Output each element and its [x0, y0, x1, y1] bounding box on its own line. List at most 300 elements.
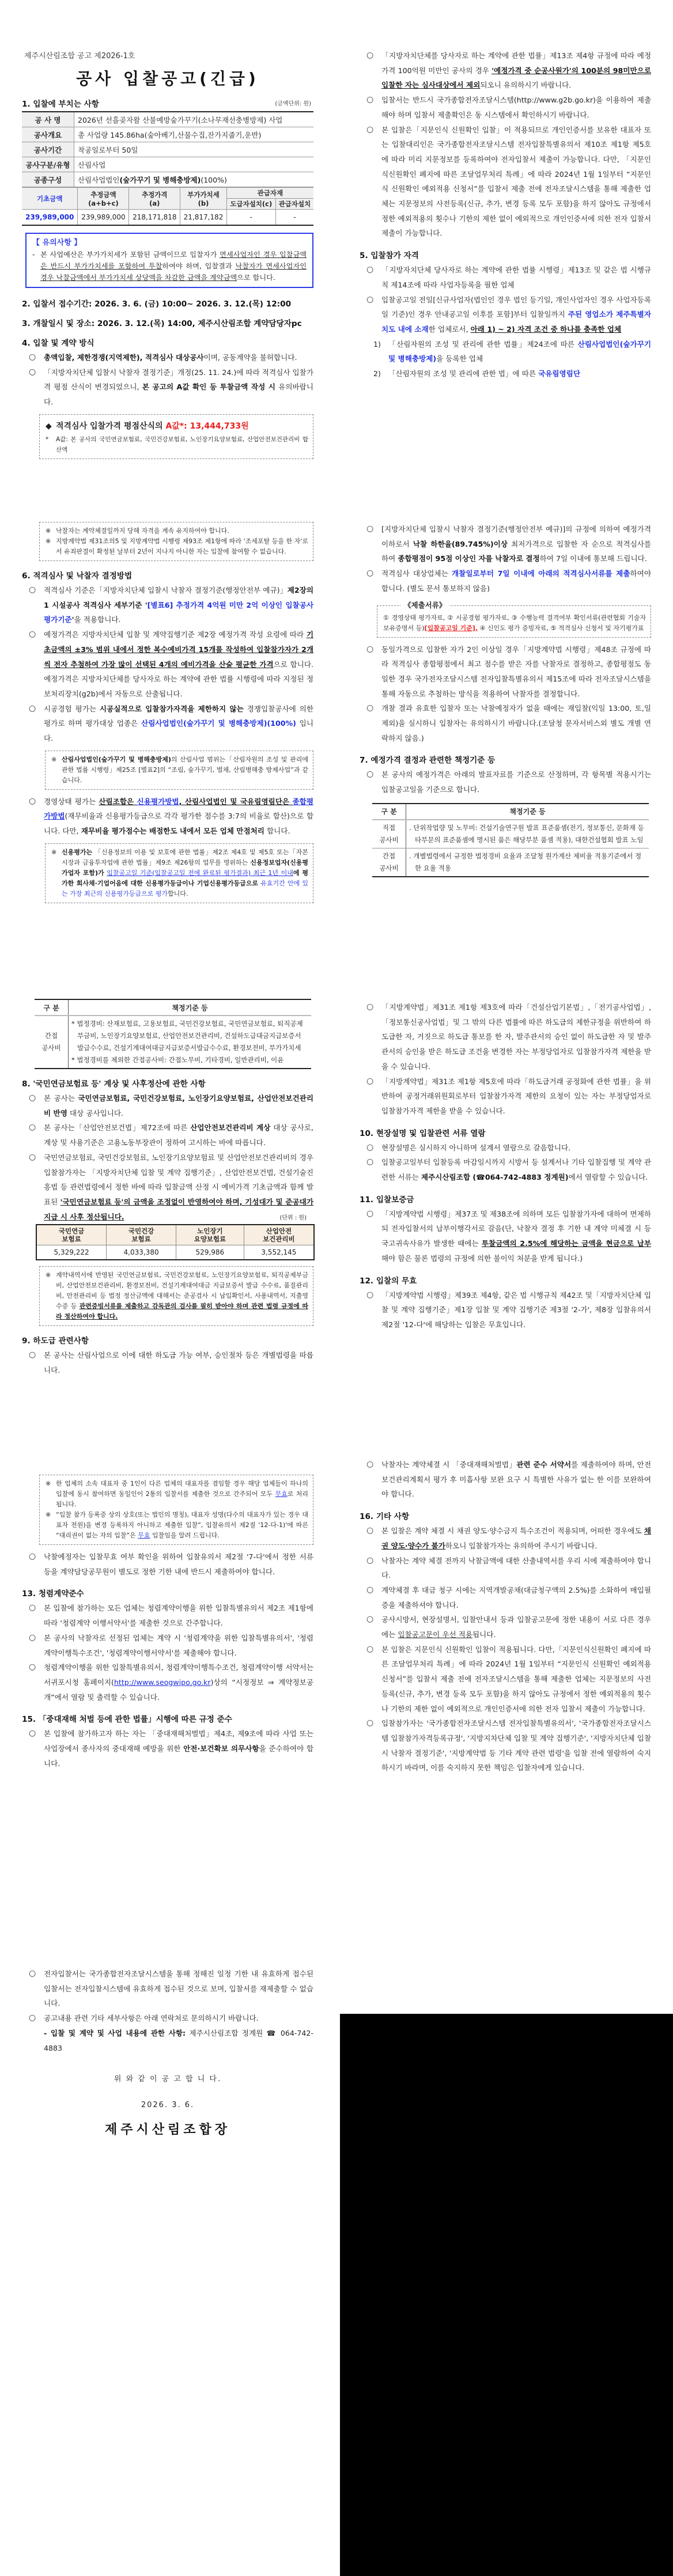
note-line — [46, 1270, 308, 1322]
column-header — [107, 1225, 176, 1245]
circle-bullet-icon: ○ — [29, 630, 36, 639]
section-heading-text: 6. 적격심사 및 낙찰자 결정방법 — [22, 571, 133, 581]
row-label-line: 간접 — [382, 851, 396, 860]
text-run: [지방자치단체 입찰시 낙찰자 결정기준(행정안전부 예규)]의 규정에 의하여 예정가격이하로서 — [381, 525, 651, 548]
text-run: 제2장의1 시설공사 적격심사 세부기준 ' — [44, 586, 313, 609]
header-text: 도급자설치(c) — [230, 200, 273, 208]
row-label-line: 공사비 — [41, 1044, 61, 1052]
text-run: (100%) — [201, 175, 227, 184]
page-5-left-column — [22, 1967, 313, 2138]
table-row — [372, 848, 649, 877]
text-run: 로 처리됩니다. — [56, 1490, 309, 1508]
bullet-item — [29, 1967, 313, 2011]
text-run: ① 경영상태 평가자료, ② 시공경험 평가자료, ③ 수행능력 결격여부 확인서류(관련협회 기술자 보유증명서 등) — [383, 613, 646, 632]
note-box — [39, 1266, 313, 1326]
bullet-item — [29, 365, 313, 410]
circle-bullet-icon: ○ — [366, 569, 374, 578]
column-header — [275, 199, 313, 210]
text-run: 국민연금보험료, 국민건강보험료, 노인장기요양보험료, 산업안전보건관리비 반영 — [44, 1094, 313, 1117]
text-run: 한 업체로서, — [428, 324, 471, 334]
header-line: 국민건강 — [128, 1227, 154, 1236]
text-run: 아래 1) ~ 2) 자격 조건 중 하나를 충족한 업체 — [470, 324, 622, 334]
bullet-item — [366, 1612, 651, 1642]
section-heading — [22, 1077, 313, 1089]
circle-bullet-icon: ○ — [29, 703, 36, 713]
insurance-value: 529,986 — [176, 1245, 244, 1260]
row-label-line: 공사비 — [379, 863, 399, 872]
table-row — [22, 127, 313, 142]
bullet-item — [366, 48, 651, 93]
text-run: 무효 — [138, 1532, 150, 1539]
column-header — [78, 188, 129, 210]
bullet-item — [29, 702, 313, 746]
pricing-standard-table — [372, 803, 649, 877]
section-heading — [360, 1127, 651, 1138]
text-run: 됩니다. — [472, 1630, 496, 1639]
circle-bullet-icon: ○ — [366, 1615, 374, 1624]
note-box — [45, 843, 313, 903]
table-row — [22, 172, 313, 187]
text-run: '국민연금보험료 등'의 금액을 조정없이 반영하여야 하며, 기성대가 및 준공대가 지급 시 사후 정산됩니다. — [44, 1197, 313, 1221]
text-run: 하여야 하며, 입찰결과 — [162, 262, 236, 270]
text-run: 산림사업법인(숲가꾸기 및 병해충방제)(100%) — [141, 719, 296, 728]
text-run: 대상 공사로, 계상 및 사용기준은 고용노동부장관이 정하여 고시하는 바에 따릅니다. — [44, 1123, 313, 1147]
circle-bullet-icon: ○ — [366, 1209, 374, 1218]
price-value: 21,817,182 — [180, 210, 227, 226]
row-value — [74, 142, 314, 157]
text-run: 산림사업법인 — [78, 175, 120, 184]
row-value — [74, 172, 314, 187]
page-4-left-column — [22, 1475, 313, 1771]
note-box — [39, 1475, 313, 1545]
pricing-standard-table — [35, 999, 311, 1069]
circle-bullet-icon: ○ — [366, 294, 374, 304]
text-run: 입찰공고일 기준(입찰공고일 전에 완료된 평가결과) 최근 1년 이내 — [107, 869, 293, 877]
text-run: 전자입찰서는 국가종합전자조달시스템을 통해 정해진 일정 기한 내 유효하게 접수된 입찰서는 전자입찰시스템에 유효하게 접수된 것으로 보며, 입찰서를 재제출할 수 없습니다. — [44, 1969, 313, 2008]
column-header — [180, 188, 227, 210]
text-run: 본 입찰에 참가하는 모든 업체는 청렴계약이행을 위한 입찰특별유의서 제2조 제1항에 따라 '청렴계약 이행서약서'를 제출한 것으로 간주합니다. — [44, 1604, 313, 1628]
text-run: 입찰참가자는 '국가종합전자조달시스템 전자입찰특별유의서', '국가종합전자조달시스템 입찰참가자격등록규정', '지방지차단체 입찰 및 계약 집행기준', '지방자치단체 입찰시 낙찰자 결정기준', '지방계약법 등 기타 계약 관련 법령'을 입찰 전에 열람하여 숙지하시기 바라며, 이를 숙지하지 못한 책임은 입찰자에게 있습니다. — [381, 1719, 651, 1772]
header-row — [372, 804, 649, 820]
text-run: 면세사업자인 경우 입찰금액은 반드시 부가가치세를 포함하여 투찰 — [40, 251, 307, 270]
text-run: 제주시산림조합 (☎064-742-4883 정계원) — [421, 1173, 569, 1182]
row-label-line: 간접 — [44, 1032, 58, 1040]
section-heading-text: 15. 「중대재해 처벌 등에 관한 법률」시행에 따른 규정 준수 — [22, 1715, 232, 1725]
header-text: 추정가격 — [142, 190, 168, 199]
text-run: 예정가격은 지방자치단체 입찰 및 계약집행기준 제2장 예정가격 작성 요령에 따라 — [44, 630, 307, 639]
header-line: 보험료 — [131, 1235, 151, 1244]
bullet-item — [29, 627, 313, 702]
text-run: 개찰일로부터 7일 이내에 아래의 적격심사서류를 제출 — [451, 569, 630, 578]
text-run: 으로 합니다. 예정가격은 지방자치단체를 당사자로 하는 계약에 관한 법률 시행령에 따라 지정된 정보처리장치(g2b)에서 자동으로 산출됩니다. — [44, 660, 313, 698]
header-line: 노인장기 — [197, 1227, 223, 1236]
note-line — [46, 418, 308, 434]
circle-bullet-icon: ○ — [366, 1002, 374, 1012]
text-run: 관련 준수 서약서 — [516, 1460, 572, 1469]
text-run: 착공일로부터 50일 — [78, 145, 138, 154]
text-run: 입니다. — [44, 719, 313, 743]
text-run: 낙찰예정자는 입찰무효 여부 확인을 위하여 입찰유의서 제2절 '7-다'에서 정한 서류 등을 계약담당공무원이 별도로 정한 기한 내에 반드시 제출하여야 합니다. — [44, 1552, 313, 1576]
circle-bullet-icon: ○ — [366, 770, 374, 779]
text-run: A값: 본 공사의 국민연금보험료, 국민건강보험료, 노인장기요양보험료, 산업안전보건관리비 합산액 — [56, 435, 308, 453]
section-heading — [22, 1334, 313, 1346]
text-run: 적격심사 대상업체는 — [381, 569, 452, 578]
text-run: , 산림사업법인 및 국유림영림단은 — [179, 797, 293, 806]
text-run: 신용평가는 — [62, 848, 93, 856]
bullet-item — [366, 123, 651, 241]
section-heading-text: 9. 하도급 관련사항 — [22, 1336, 89, 1346]
text-run: 투찰금액의 2.5%에 해당하는 금액을 현금으로 납부 — [481, 1239, 651, 1248]
insurance-table — [36, 1224, 315, 1260]
note-box-title: 《제출서류》 — [400, 600, 449, 611]
text-run: 종합평점이 95점 이상인 자를 낙찰자로 결정 — [398, 554, 540, 563]
text-run: 본 공사는 산림사업으로 이에 대한 하도급 가능 여부, 승인절차 등은 개별법령을 따릅니다. — [44, 1351, 313, 1375]
page-1-left-column — [22, 50, 313, 464]
header-sub: (b) — [198, 199, 209, 207]
header-row — [22, 188, 313, 199]
bullet-item — [29, 1091, 313, 1120]
bullet-item — [29, 1631, 313, 1660]
text-run: 신용평가방법 — [137, 797, 179, 806]
bullet-item — [29, 2011, 313, 2026]
text-run: 총액입찰, 제한경쟁(지역제한), 적격심사 대상공사 — [44, 353, 204, 362]
text-run: 낙찰자는 계약체결일까지 당해 자격을 계속 유지하여야 합니다. — [56, 527, 229, 535]
text-run: 총 사업량 145.86ha(숲아베기,산물수집,잔가지줍기,운반) — [78, 130, 262, 139]
section-heading — [360, 1274, 651, 1286]
column-header — [36, 1225, 107, 1245]
page-title: 공사 입찰공고(긴급) — [76, 69, 259, 88]
bullet-item — [366, 767, 651, 797]
row-value — [74, 157, 314, 172]
column-header — [244, 1225, 314, 1245]
text-run: 「지방자치단체 당사자로 하는 계약에 관한 법률 시행령」제13조 및 같은 법 시행규칙 제14조에 따라 사업자등록을 필한 업체 — [381, 266, 651, 289]
section-heading-text: 16. 기타 사항 — [360, 1512, 410, 1522]
section-heading — [22, 569, 313, 581]
section-heading-text: 10. 현장설명 및 입찰관련 서류 열람 — [360, 1128, 486, 1138]
row-label: 공사기간 — [22, 142, 74, 157]
bullet-item — [29, 1660, 313, 1704]
table-row — [22, 112, 313, 127]
text-run: 입찰임을 알려 드립니다. — [150, 1532, 220, 1539]
text-run: 시공경험 평가는 — [44, 704, 100, 713]
row-label: 공종구성 — [22, 172, 74, 187]
column-header: 구 분 — [35, 999, 69, 1016]
column-header: 구 분 — [372, 804, 406, 820]
circle-bullet-icon: ○ — [366, 524, 374, 533]
text-run: 본 공사는「산업안전보건법」제72조에 따른 — [44, 1123, 191, 1132]
text-run: 적격심사 기준은「지방자치단체 입찰시 낙찰자 결정기준(행정안전부 예규)」 — [44, 586, 288, 594]
column-header — [176, 1225, 244, 1245]
section-heading-text: 7. 예정가격 결정과 관련한 책정기준 등 — [360, 756, 496, 766]
text-run: 을 준수하여야 합니다. — [44, 1744, 313, 1768]
price-table — [22, 187, 313, 226]
notice-number: 제주시산림조합 공고 제2026-1호 — [24, 52, 135, 60]
row-label: 공사구분/유형 — [22, 157, 74, 172]
bullet-item — [366, 93, 651, 122]
section-heading-text: 1. 입찰에 부치는 사항 — [22, 100, 99, 109]
text-run: 유효기간 안에 있는 가장 최근의 신용평가등급으로 평가 — [62, 879, 309, 897]
column-header — [226, 188, 313, 199]
note-box — [45, 751, 313, 790]
text-run: 주된 영업소가 제주특별자치도 내에 소재 — [381, 310, 651, 334]
text-run: 최저가격으로 입찰한 자 순으로 적격심사를 하여 — [381, 539, 651, 563]
row-label — [35, 1016, 69, 1069]
text-run: 산림조합은 — [99, 797, 137, 806]
section-heading — [360, 249, 651, 260]
text-run: 으로 합니다. — [237, 274, 275, 282]
table-row — [372, 820, 649, 848]
note-line — [51, 847, 308, 899]
text-run: 채권 양도·양수가 불가 — [381, 1526, 651, 1550]
text-run: 산업안전보건관리비 계상 — [190, 1123, 271, 1132]
page-2-right-column — [360, 522, 651, 883]
note-line — [51, 755, 308, 786]
text-run: 의 산림사업 범위는「산림자원의 조성 및 관리에 관한 법률 시행령」제25조 [별표2]의 “조림, 숲가꾸기, 벌채, 산림병해충 방제사업”과 같습니다. — [62, 755, 308, 784]
price-value: - — [275, 210, 313, 226]
bullet-item — [366, 1524, 651, 1553]
text-run: 본 입찰에 참가하고자 하는 자는 「중대재해처벌법」제4조, 제9조에 따라 사업 또는 사업장에서 종사자의 중대재해 예방을 위한 — [44, 1729, 313, 1753]
circle-bullet-icon: ○ — [366, 95, 374, 105]
text-run: 재무비율 평가점수는 배점한도 내에서 모든 업체 만점처리 — [81, 827, 264, 836]
text-run: 본 입찰은 지문인식 신원확인 입찰이 적용됩니다. 다만,「지문인식신원확인 폐지에 따른 조달업무처리 특례」에 따라 2024년 1월 1일부터 “지문인식 신원확인 예외적용 신청서”를 입찰서 제출 전에 전자조달시스템을 통해 제출한 업체는 지문정보의 사전등록(신규, 추가, 변경 등록 모두 포함)을 하지 않아도 규정에서 정한 예외적용의 횟수나 기한의 제한 없이 예외적으로 개인인증서에 의한 전자 입찰서 제출이 가능합니다. — [381, 1645, 651, 1713]
text-run: 「산림자원의 조성 및 관리에 관한 법률」제24조에 따른 — [388, 339, 578, 348]
text-run: 입찰공고문이 우선 적용 — [398, 1630, 473, 1639]
row-content-line: . 단위작업량 및 노무비: 건설기술연구원 발표 표준품셈(전기, 정보통신, 문화재 등 타부문의 표준품셈에 명시된 품은 해당부분 품셈 적용), 대한건설협회 발표 노임 — [409, 823, 644, 844]
page-2-left-column — [22, 522, 313, 908]
text-run: 「지방자치단체 입찰시 낙찰자 결정기준」개정(25. 11. 24.)에 따라 적격심사 입찰가격 평점 산식이 변경되었으니, — [44, 368, 313, 392]
section-heading — [22, 97, 313, 109]
circle-bullet-icon: ○ — [366, 51, 374, 60]
circle-bullet-icon: ○ — [29, 1093, 36, 1103]
note-mark-icon: ※ — [46, 1480, 51, 1487]
bullet-item — [29, 1550, 313, 1579]
row-content-line: * 법정경비를 제외한 간접공사비: 간접노무비, 기타경비, 일반관리비, 이윤 — [71, 1056, 284, 1064]
price-value: 239,989,000 — [78, 210, 129, 226]
row-label: 공 사 명 — [22, 112, 74, 127]
circle-bullet-icon: ○ — [366, 1076, 374, 1086]
bullet-item — [29, 583, 313, 627]
bullet-item — [29, 1726, 313, 1771]
bullet-item — [29, 1120, 313, 1150]
section-heading — [22, 297, 313, 309]
circle-bullet-icon: ○ — [366, 1290, 374, 1300]
section-heading-text: 5. 입찰참가 자격 — [360, 251, 419, 261]
note-line — [46, 536, 308, 557]
text-run: (숲가꾸기 및 병해충방제) — [119, 175, 201, 184]
header-row — [35, 999, 311, 1016]
text-run: 동일가격으로 입찰한 자가 2인 이상일 경우「지방계약법 시행령」제48조 규정에 따라 적격심사 종합평점에서 최고 점수를 받은 자를 낙찰자로 결정하고, 종합평점도 동일한 경우 국가전자조달시스템 전자입찰특별유의서 제15조에 따라 전자조달시스템을 통해 자동으로 추첨하는 방식을 적용하여 낙찰자를 결정합니다. — [381, 645, 651, 698]
circle-bullet-icon: ○ — [29, 1350, 36, 1360]
circle-bullet-icon: ○ — [29, 1552, 36, 1561]
text-run: 「지방계약법 시행령」제37조 및 제38조에 의하며 모든 입찰참가자에 대하여 면제하되 전자입찰서의 납부이행각서로 갈음(단, 낙찰자 결정 후 기한 내 계약 미체결 시 등 국고귀속사유가 발생한 때에는 — [381, 1209, 651, 1248]
text-run: 안전·보건확보 의무사항 — [183, 1744, 259, 1753]
price-value: - — [226, 210, 275, 226]
text-run: 본 공사는 — [44, 1094, 78, 1103]
text-run: 본 공사의 낙찰자로 선정된 업체는 계약 시 '청렴계약을 위한 입찰특별유의서', '청렴계약이행특수조건', '청렴계약이행서약서'를 제출해야 합니다. — [44, 1633, 313, 1657]
text-run: 산림사업 — [78, 160, 106, 169]
text-run: 낙찰자는 계약 체결 전까지 낙찰금액에 대한 산출내역서를 우리 시에 제출하여야 합니다. — [381, 1556, 651, 1580]
text-run: 를 제출하여야 하며, 안전보건관리계획서 평가 후 미흡사항 보완 요구 시 특별한 사유가 없는 한 이를 보완하여야 합니다. — [381, 1460, 651, 1499]
section-heading-text: 8. '국민연금보험료 등' 계상 및 사후정산에 관한 사항 — [22, 1079, 206, 1089]
circle-bullet-icon: ○ — [29, 367, 36, 377]
text-run: 기초금액의 ±3% 범위 내에서 정한 복수예비가격 15개를 작성하여 입찰참가자가 2개씩 전자 추첨하여 가장 많이 선택된 4개의 예비가격을 산술 평균한 가격 — [44, 630, 313, 669]
bullet-item — [366, 1000, 651, 1074]
link[interactable]: http://www.seogwipo.go.kr — [114, 1677, 211, 1687]
header-text: 추정금액 — [90, 190, 116, 199]
text-run: 되오니 유의하시기 바랍니다. — [480, 81, 572, 90]
circle-bullet-icon: ○ — [29, 796, 36, 806]
circle-bullet-icon: ○ — [366, 265, 374, 275]
unit-label: (금액단위: 원) — [275, 101, 311, 107]
text-run: 하여야 합니다. (별도 문서 통보하지 않음) — [381, 569, 652, 593]
text-run: 청렴계약이행을 위한 입찰특별유의서, 청렴계약이행특수조건, 청렴계약이행 서약서는 서귀포시청 홈페이지( — [44, 1663, 313, 1687]
text-run: 하여 7일 이내에 통보해 드립니다. — [539, 554, 647, 563]
bullet-item — [366, 1554, 651, 1583]
section-heading — [360, 1510, 651, 1521]
text-run: 본 공사의 예정가격은 아래의 발표자료를 기준으로 산정하며, 각 항목별 적용시기는 입찰공고일을 기준으로 합니다. — [381, 770, 651, 794]
circle-bullet-icon: ○ — [29, 1729, 36, 1738]
section-heading — [360, 753, 651, 765]
bullet-item — [366, 1141, 651, 1156]
bullet-item — [29, 1150, 313, 1225]
bullet-item — [366, 642, 651, 702]
bullet-item — [29, 1348, 313, 1377]
signer-name: 제주시산림조합장 — [104, 2123, 231, 2138]
text-run: 해야 함은 물론 법령의 규정에 의한 불이익 처분을 받게 됩니다.) — [381, 1253, 583, 1263]
circle-bullet-icon: ○ — [29, 1632, 36, 1642]
circle-bullet-icon: ○ — [366, 1555, 374, 1565]
note-mark-icon: ※ — [46, 537, 51, 545]
circle-bullet-icon: ○ — [366, 1718, 374, 1728]
text-run: 관련증빙서류를 제출하고 감독관의 검사를 필히 받아야 하며 관련 법령 규정에 따라 정산하여야 합니다. — [56, 1302, 309, 1321]
note-line — [46, 1479, 308, 1510]
insurance-value: 5,329,222 — [36, 1245, 107, 1260]
text-run: )상의 “시정정보 ⇒ 계약정보공개”에서 열람 및 출력할 수 있습니다. — [44, 1677, 313, 1702]
project-info-table — [22, 111, 313, 187]
bullet-item — [366, 263, 651, 292]
text-run: [입찰공고일 기준], — [424, 624, 478, 632]
text-run: 계약체결 후 대금 청구 시에는 지역개발공채(대금청구액의 2.5%)를 소화하여 매입필증을 제출하셔야 합니다. — [381, 1585, 651, 1609]
column-header: 책정기준 등 — [69, 999, 312, 1016]
row-content — [406, 820, 649, 848]
sub-item-label: 1) — [373, 339, 381, 348]
section-heading — [22, 1587, 313, 1598]
section-heading-text: 3. 개찰일시 및 장소: 2026. 3. 12.(목) 14:00, 제주시산림조합 계약담당자pc — [22, 319, 302, 328]
text-run: 낙찰자는 계약체결 시 「중대재해처벌법」 — [381, 1460, 517, 1469]
bullet-item — [29, 1601, 313, 1630]
note-mark-icon: ※ — [46, 1511, 51, 1518]
note-box — [377, 600, 651, 638]
text-run: '예정가격 중 순공사원가'의 100분의 98미만으로 입찰한 자는 심사대상에서 제외 — [381, 66, 651, 90]
caution-line — [32, 249, 307, 283]
row-content — [406, 848, 649, 877]
text-run: 에서 열람할 수 있습니다. — [568, 1173, 648, 1182]
text-run: 을 등록한 업체 — [436, 354, 483, 363]
page-3-right-column — [360, 1000, 651, 1332]
text-run: 본 공고의 A값 확인 등 투찰금액 작성 시 — [142, 382, 275, 392]
header-line: 국민연금 — [58, 1227, 85, 1236]
text-run: 합니다. — [264, 827, 290, 836]
text-run: 현장설명은 실시하지 아니하며 설계서 열람으로 갈음합니다. — [381, 1143, 571, 1152]
note-mark-icon: * — [46, 435, 49, 443]
closing-text: 위 와 같 이 공 고 합 니 다. — [114, 2075, 222, 2084]
bullet-item — [366, 1583, 651, 1612]
text-run: 「지방자치단체를 당사자로 하는 계약에 관한 법률」제13조 제4항 규정에 따라 예정가격 100억원 미만인 공사의 경우 — [381, 51, 651, 75]
circle-bullet-icon: ○ — [29, 1603, 36, 1613]
text-run: 종합평가방법 — [44, 797, 314, 821]
dash-mark: - — [32, 251, 35, 259]
bullet-item — [366, 1288, 651, 1332]
circle-bullet-icon: ○ — [366, 703, 374, 713]
text-run: 낙찰자가 면세사업자인 경우 낙찰금액에서 부가가치세 상당액을 차감한 금액을 계약금액 — [40, 262, 307, 282]
circle-bullet-icon: ○ — [366, 124, 374, 134]
section-heading — [22, 1713, 313, 1724]
text-run: [별표6] 추정가격 4억원 미만 2억 이상인 입찰공사 평가기준 — [44, 600, 313, 624]
text-run: 「지방계약법 시행령」제39조 제4항, 같은 법 시행규칙 제42조 및「지방자치단체 입찰 및 계약 집행기준」제1장 입찰 및 계약 집행기준 제3절 '2-가', 제8장 입찰유의서 제2절 '12-다'에 해당하는 입찰은 무효입니다. — [381, 1290, 651, 1329]
circle-bullet-icon: ○ — [29, 2013, 36, 2023]
text-run: 2026년 선흘곶자왈 산불예방숲가꾸기(소나무재선충병방제) 사업 — [78, 115, 283, 124]
bullet-item — [366, 522, 651, 566]
note-line — [46, 1510, 308, 1541]
bullet-item — [366, 1074, 651, 1119]
text-run: 경쟁입찰공사에 의한 평가로 하며 평가대상 업종은 — [44, 704, 313, 728]
text-run: 신용정보업자(신용평가업자 포함)가 — [62, 858, 308, 877]
section-heading-text: 12. 입찰의 무효 — [360, 1276, 417, 1286]
header-line: 보건관리비 — [263, 1235, 295, 1244]
text-run: 입찰공고일부터 입찰등록 마감일시까지 시방서 등 설계서나 기타 입찰집행 및 계약 관련한 서류는 — [381, 1158, 651, 1182]
row-content-line: . 개별법령에서 규정한 법정경비 요율과 조달청 원가계산 제비율 적용기준에서 정한 요율 적용 — [409, 851, 642, 872]
row-label: 공사개요 — [22, 127, 74, 142]
row-label-line: 직접 — [382, 823, 396, 832]
text-run: 합니다. — [168, 889, 188, 897]
bullet-item — [366, 1457, 651, 1502]
bullet-item — [366, 1642, 651, 1717]
note-mark-icon: ※ — [51, 755, 57, 763]
circle-bullet-icon: ○ — [29, 1662, 36, 1672]
column-header: 책정기준 등 — [406, 804, 649, 820]
text-run: 입찰서는 반드시 국가종합전자조달시스템(http://www.g2b.go.kr)을 이용하여 제출해야 하며 입찰서 제출확인은 동 시스템에서 확인하시기 바랍니다. — [381, 96, 651, 119]
value-row — [36, 1245, 314, 1260]
bullet-item — [366, 1155, 651, 1184]
header-text: 부가가치세 — [187, 190, 220, 199]
bullet-item — [366, 1716, 651, 1775]
sub-item — [373, 366, 651, 381]
text-run: 무효 — [275, 1490, 288, 1498]
caution-box — [25, 233, 313, 288]
price-value: 239,989,000 — [22, 210, 78, 226]
text-run: ' — [71, 615, 74, 624]
circle-bullet-icon: ○ — [366, 1526, 374, 1536]
text-run: 본 사업예산은 부가가치세가 포함된 금액이므로 입찰자가 — [40, 251, 220, 259]
text-run: 을 적용합니다. — [74, 615, 121, 624]
text-run: 제주시산림조합 정계원 ☎ 064-742-4883 — [44, 2028, 313, 2052]
text-run: - 입찰 및 계약 및 사업 내용에 관한 사항: — [44, 2028, 186, 2037]
header-text: 관급자설치 — [278, 200, 311, 208]
closing-text: 2026. 3. 6. — [141, 2101, 195, 2110]
text-run: ④ 신인도 평가 증빙자료, ⑤ 적격심사 신청서 및 자기평가표 — [478, 624, 644, 632]
redacted-area — [340, 2014, 673, 2576]
circle-bullet-icon: ○ — [29, 1152, 36, 1162]
text-run: 본 입찰은 계약 체결 시 채권 양도·양수금지 특수조건이 적용되며, 어떠한 경우에도 — [381, 1526, 644, 1536]
column-header — [129, 188, 180, 210]
column-header — [226, 199, 275, 210]
text-run: 입찰공고일 전일[신규사업자(법인인 경우 법인 등기일, 개인사업자인 경우 사업자등록일 기준)인 경우 안내공고일 이후를 포함]부터 입찰일까지 — [381, 295, 651, 319]
row-value — [74, 112, 314, 127]
text-run: 한 업체의 소속 대표자 중 1인이 다른 업체의 대표자를 겸임할 경우 해당 업체들이 하나의 입찰에 동시 참여하면 동일인이 2통의 입찰서를 제출한 것으로 간주되어 모두 — [56, 1480, 308, 1498]
header-line: 보험료 — [62, 1235, 81, 1244]
bullet-item — [366, 701, 651, 745]
circle-bullet-icon: ○ — [366, 1142, 374, 1152]
